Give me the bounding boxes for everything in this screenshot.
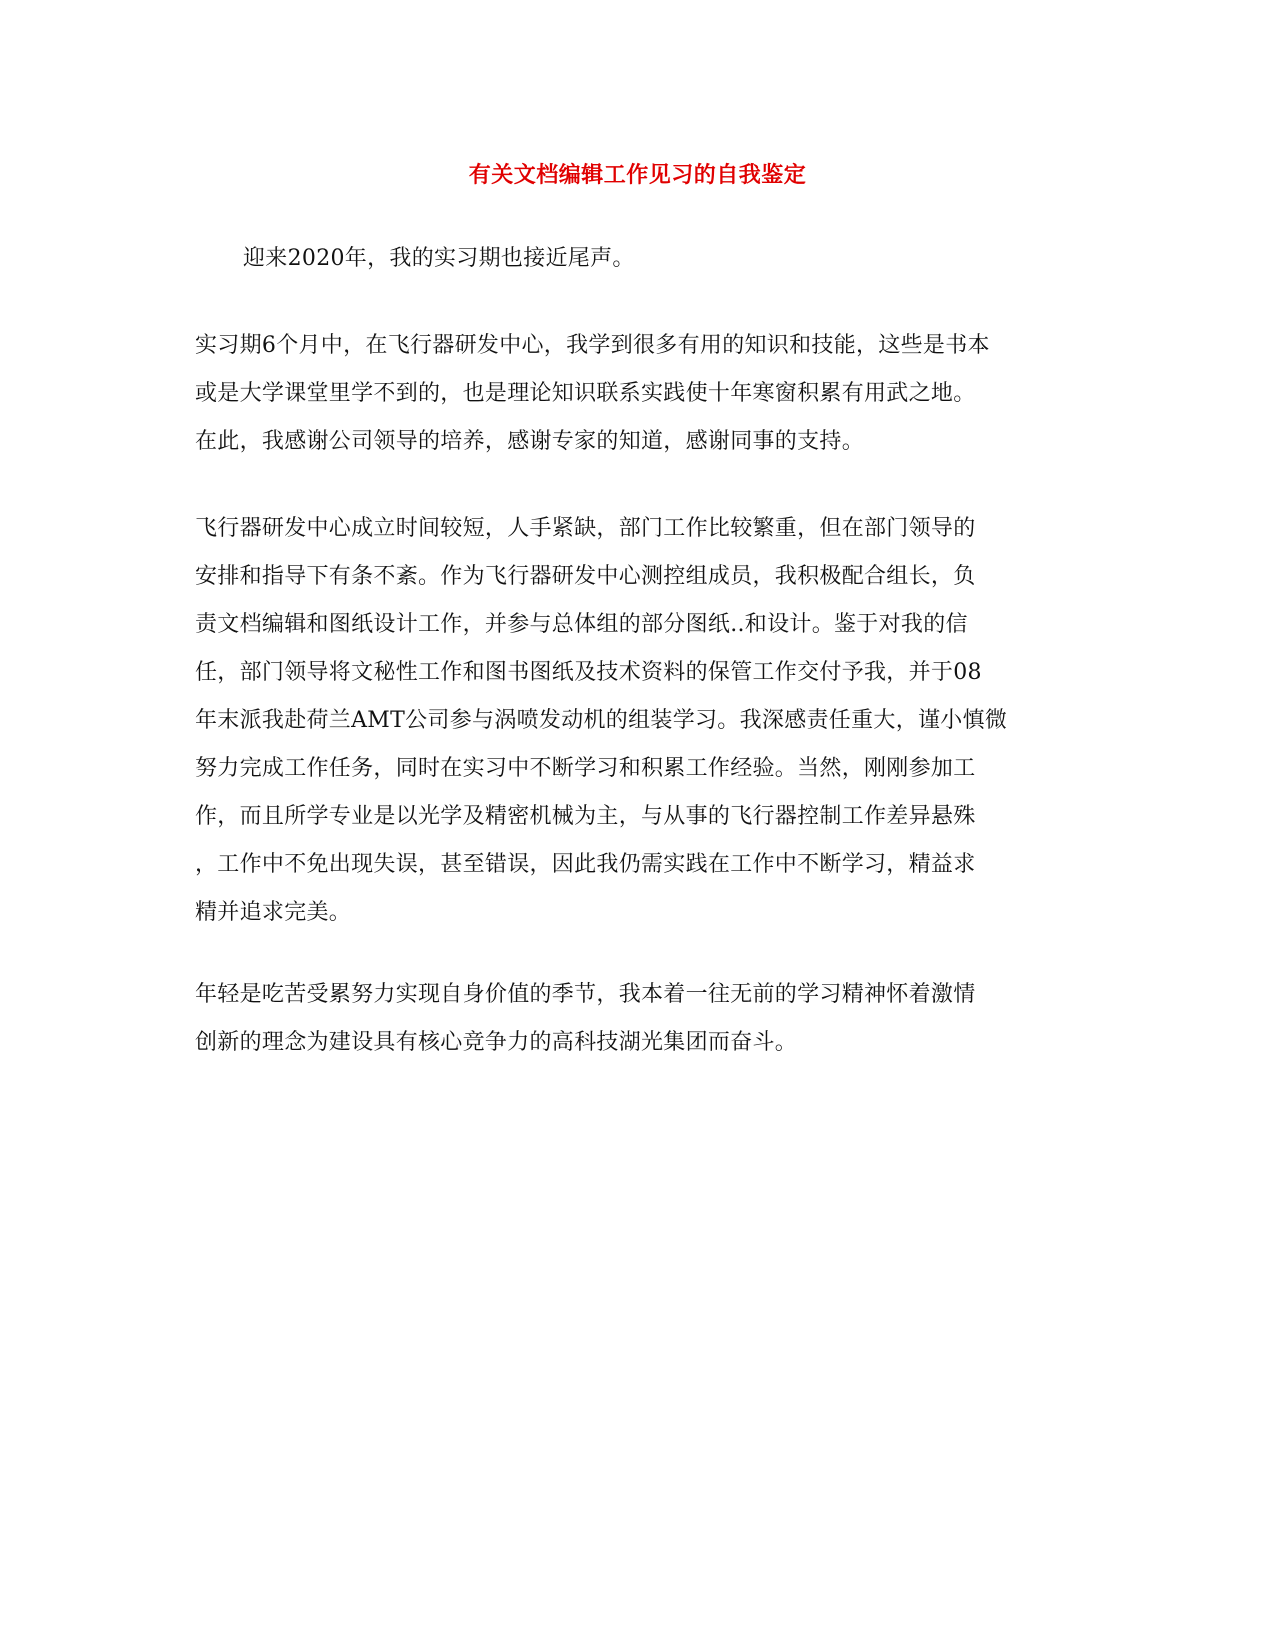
paragraph-line: 或是大学课堂里学不到的，也是理论知识联系实践使十年寒窗积累有用武之地。: [195, 381, 976, 406]
paragraph-line: 精并追求完美。: [195, 900, 352, 925]
paragraph-line: 迎来2020年，我的实习期也接近尾声。: [243, 246, 635, 271]
paragraph-line: 在此，我感谢公司领导的培养，感谢专家的知道，感谢同事的支持。: [195, 429, 865, 454]
document-title: 有关文档编辑工作见习的自我鉴定: [468, 162, 807, 188]
paragraph-work-details: [195, 505, 1085, 937]
paragraph-line: 实习期6个月中，在飞行器研发中心，我学到很多有用的知识和技能，这些是书本: [195, 333, 990, 358]
paragraph-line: 努力完成工作任务，同时在实习中不断学习和积累工作经验。当然，刚刚参加工: [195, 756, 976, 781]
paragraph-line: 任，部门领导将文秘性工作和图书图纸及技术资料的保管工作交付予我，并于08: [195, 660, 982, 685]
paragraph-line: 作，而且所学专业是以光学及精密机械为主，与从事的飞行器控制工作差异悬殊: [195, 804, 976, 829]
paragraph-line: 责文档编辑和图纸设计工作，并参与总体组的部分图纸..和设计。鉴于对我的信: [195, 612, 968, 637]
paragraph-line: 创新的理念为建设具有核心竞争力的高科技湖光集团而奋斗。: [195, 1030, 798, 1055]
paragraph-line: 安排和指导下有条不紊。作为飞行器研发中心测控组成员，我积极配合组长，负: [195, 564, 976, 589]
paragraph-line: 飞行器研发中心成立时间较短，人手紧缺，部门工作比较繁重，但在部门领导的: [195, 516, 976, 541]
paragraph-line: 年轻是吃苦受累努力实现自身价值的季节，我本着一往无前的学习精神怀着激情: [195, 982, 976, 1007]
paragraph-intro: [195, 235, 1085, 283]
paragraph-closing: [195, 971, 1085, 1067]
paragraph-line: 年末派我赴荷兰AMT公司参与涡喷发动机的组装学习。我深感责任重大，谨小慎微: [195, 708, 1008, 733]
paragraph-internship-summary: [195, 322, 1085, 466]
paragraph-line: ，工作中不免出现失误，甚至错误，因此我仍需实践在工作中不断学习，精益求: [195, 852, 976, 877]
